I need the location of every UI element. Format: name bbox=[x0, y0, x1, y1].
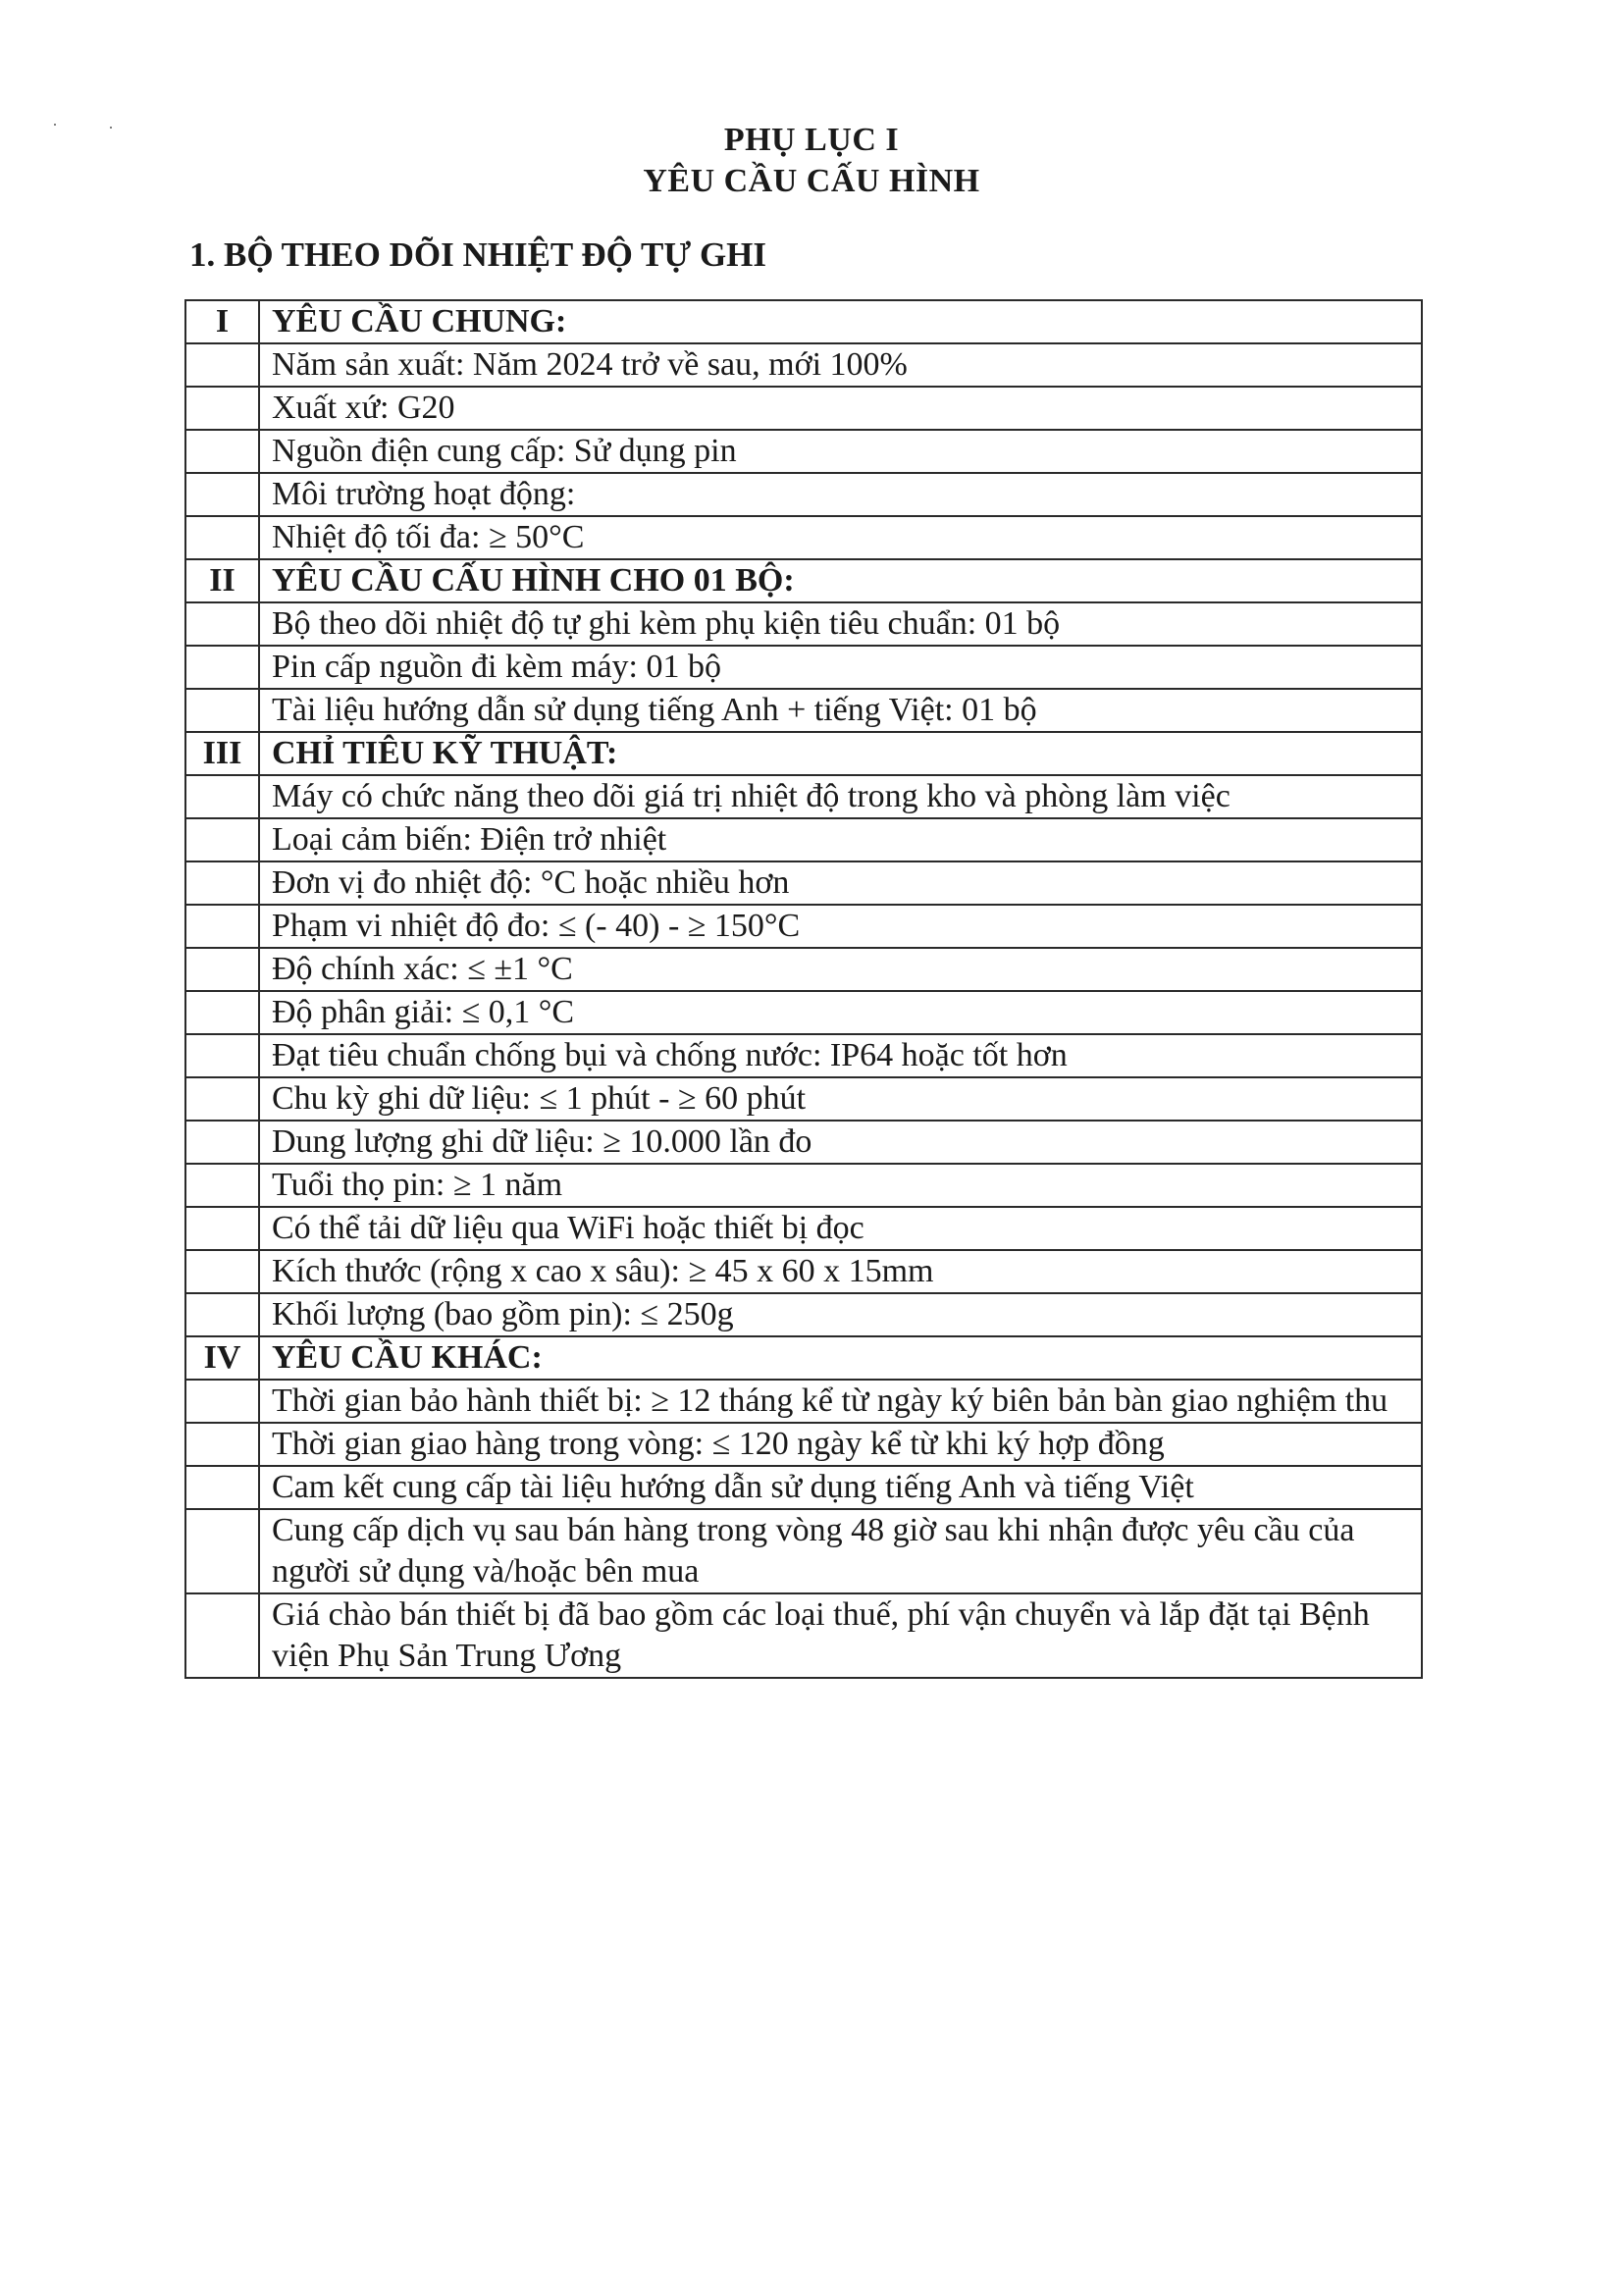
table-row bbox=[185, 430, 1422, 473]
group-roman-numeral: III bbox=[185, 732, 259, 775]
requirement-text: Nhiệt độ tối đa: ≥ 50°C bbox=[259, 516, 1422, 559]
group-roman-numeral: II bbox=[185, 559, 259, 602]
table-row bbox=[185, 818, 1422, 861]
row-number-cell bbox=[185, 387, 259, 430]
table-row bbox=[185, 905, 1422, 948]
table-row bbox=[185, 387, 1422, 430]
row-number-cell bbox=[185, 602, 259, 646]
row-number-cell bbox=[185, 818, 259, 861]
table-row bbox=[185, 991, 1422, 1034]
table-row bbox=[185, 861, 1422, 905]
row-number-cell bbox=[185, 1593, 259, 1678]
requirement-text: Giá chào bán thiết bị đã bao gồm các loại thuế, phí vận chuyển và lắp đặt tại Bệnh viện Phụ Sản Trung Ương bbox=[259, 1593, 1422, 1678]
table-row bbox=[185, 1293, 1422, 1336]
table-row bbox=[185, 1466, 1422, 1509]
row-number-cell bbox=[185, 430, 259, 473]
table-row bbox=[185, 602, 1422, 646]
row-number-cell bbox=[185, 1250, 259, 1293]
row-number-cell bbox=[185, 473, 259, 516]
group-roman-numeral: I bbox=[185, 300, 259, 343]
row-number-cell bbox=[185, 1077, 259, 1121]
requirement-text: Phạm vi nhiệt độ đo: ≤ (- 40) - ≥ 150°C bbox=[259, 905, 1422, 948]
row-number-cell bbox=[185, 1207, 259, 1250]
requirement-text: Xuất xứ: G20 bbox=[259, 387, 1422, 430]
requirement-text: Dung lượng ghi dữ liệu: ≥ 10.000 lần đo bbox=[259, 1121, 1422, 1164]
requirement-text: Loại cảm biến: Điện trở nhiệt bbox=[259, 818, 1422, 861]
table-row bbox=[185, 646, 1422, 689]
table-row bbox=[185, 1121, 1422, 1164]
group-heading: YÊU CẦU CẤU HÌNH CHO 01 BỘ: bbox=[259, 559, 1422, 602]
table-group-row bbox=[185, 732, 1422, 775]
requirement-text: Pin cấp nguồn đi kèm máy: 01 bộ bbox=[259, 646, 1422, 689]
requirement-text: Tuổi thọ pin: ≥ 1 năm bbox=[259, 1164, 1422, 1207]
requirement-text: Độ phân giải: ≤ 0,1 °C bbox=[259, 991, 1422, 1034]
table-row bbox=[185, 1034, 1422, 1077]
spec-table-body bbox=[185, 300, 1422, 1678]
table-row bbox=[185, 473, 1422, 516]
requirement-text: Bộ theo dõi nhiệt độ tự ghi kèm phụ kiện tiêu chuẩn: 01 bộ bbox=[259, 602, 1422, 646]
requirement-text: Thời gian bảo hành thiết bị: ≥ 12 tháng kể từ ngày ký biên bản bàn giao nghiệm thu bbox=[259, 1380, 1422, 1423]
table-row bbox=[185, 775, 1422, 818]
row-number-cell bbox=[185, 1380, 259, 1423]
table-group-row bbox=[185, 1336, 1422, 1380]
table-row bbox=[185, 1423, 1422, 1466]
table-row bbox=[185, 948, 1422, 991]
table-row bbox=[185, 516, 1422, 559]
row-number-cell bbox=[185, 689, 259, 732]
appendix-title: PHỤ LỤC I bbox=[723, 122, 900, 158]
requirement-text: Tài liệu hướng dẫn sử dụng tiếng Anh + tiếng Việt: 01 bộ bbox=[259, 689, 1422, 732]
table-row bbox=[185, 1077, 1422, 1121]
row-number-cell bbox=[185, 1034, 259, 1077]
group-heading: YÊU CẦU CHUNG: bbox=[259, 300, 1422, 343]
table-row bbox=[185, 1164, 1422, 1207]
requirement-text: Độ chính xác: ≤ ±1 °C bbox=[259, 948, 1422, 991]
row-number-cell bbox=[185, 948, 259, 991]
group-roman-numeral: IV bbox=[185, 1336, 259, 1380]
table-row bbox=[185, 1593, 1422, 1678]
row-number-cell bbox=[185, 1164, 259, 1207]
row-number-cell bbox=[185, 775, 259, 818]
table-row bbox=[185, 1207, 1422, 1250]
requirement-text: Môi trường hoạt động: bbox=[259, 473, 1422, 516]
row-number-cell bbox=[185, 1423, 259, 1466]
requirement-text: Năm sản xuất: Năm 2024 trở về sau, mới 100% bbox=[259, 343, 1422, 387]
section-heading: 1. BỘ THEO DÕI NHIỆT ĐỘ TỰ GHI bbox=[189, 235, 767, 274]
requirement-text: Đạt tiêu chuẩn chống bụi và chống nước: IP64 hoặc tốt hơn bbox=[259, 1034, 1422, 1077]
requirement-text: Thời gian giao hàng trong vòng: ≤ 120 ngày kể từ khi ký hợp đồng bbox=[259, 1423, 1422, 1466]
table-row bbox=[185, 1380, 1422, 1423]
table-group-row bbox=[185, 300, 1422, 343]
row-number-cell bbox=[185, 905, 259, 948]
row-number-cell bbox=[185, 1121, 259, 1164]
requirement-text: Đơn vị đo nhiệt độ: °C hoặc nhiều hơn bbox=[259, 861, 1422, 905]
row-number-cell bbox=[185, 1509, 259, 1593]
table-row bbox=[185, 1250, 1422, 1293]
group-heading: CHỈ TIÊU KỸ THUẬT: bbox=[259, 732, 1422, 775]
requirement-text: Chu kỳ ghi dữ liệu: ≤ 1 phút - ≥ 60 phút bbox=[259, 1077, 1422, 1121]
table-row bbox=[185, 343, 1422, 387]
spec-table bbox=[184, 299, 1423, 1679]
group-heading: YÊU CẦU KHÁC: bbox=[259, 1336, 1422, 1380]
requirement-text: Khối lượng (bao gồm pin): ≤ 250g bbox=[259, 1293, 1422, 1336]
requirement-text: Nguồn điện cung cấp: Sử dụng pin bbox=[259, 430, 1422, 473]
appendix-title-block bbox=[0, 120, 1623, 202]
appendix-subtitle: YÊU CẦU CẤU HÌNH bbox=[643, 163, 980, 199]
table-row bbox=[185, 689, 1422, 732]
row-number-cell bbox=[185, 516, 259, 559]
requirement-text: Cung cấp dịch vụ sau bán hàng trong vòng 48 giờ sau khi nhận được yêu cầu của người sử dụng và/hoặc bên mua bbox=[259, 1509, 1422, 1593]
requirement-text: Có thể tải dữ liệu qua WiFi hoặc thiết bị đọc bbox=[259, 1207, 1422, 1250]
table-row bbox=[185, 1509, 1422, 1593]
requirement-text: Cam kết cung cấp tài liệu hướng dẫn sử dụng tiếng Anh và tiếng Việt bbox=[259, 1466, 1422, 1509]
row-number-cell bbox=[185, 343, 259, 387]
row-number-cell bbox=[185, 991, 259, 1034]
requirement-text: Kích thước (rộng x cao x sâu): ≥ 45 x 60 x 15mm bbox=[259, 1250, 1422, 1293]
row-number-cell bbox=[185, 1466, 259, 1509]
row-number-cell bbox=[185, 1293, 259, 1336]
table-group-row bbox=[185, 559, 1422, 602]
row-number-cell bbox=[185, 861, 259, 905]
requirement-text: Máy có chức năng theo dõi giá trị nhiệt độ trong kho và phòng làm việc bbox=[259, 775, 1422, 818]
row-number-cell bbox=[185, 646, 259, 689]
